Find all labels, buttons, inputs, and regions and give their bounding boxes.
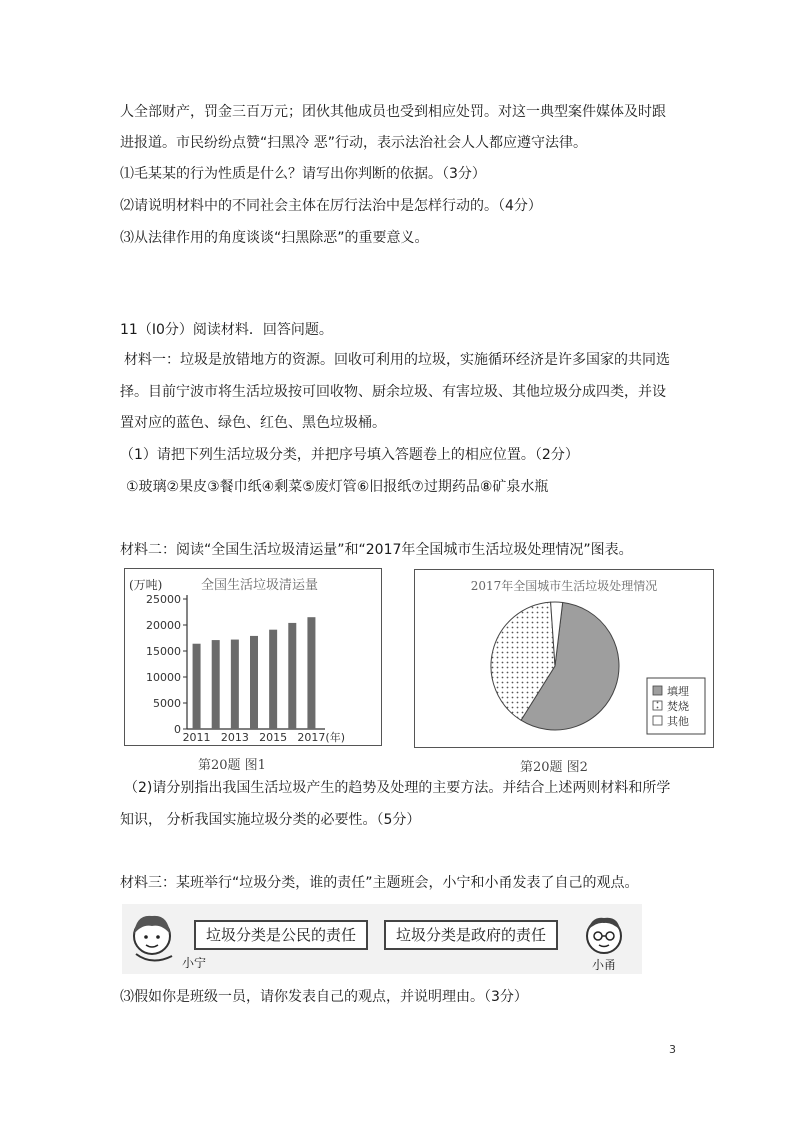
- text-line-1: 人全部财产，罚金三百万元；团伙其他成员也受到相应处罚。对这一典型案件媒体及时跟: [120, 104, 666, 120]
- bar-chart-title: 全国生活垃圾清运量: [201, 578, 319, 593]
- pie-chart-title: 2017年全国城市生活垃圾处理情况: [470, 579, 658, 593]
- pie-legend-swatch-填埋: [653, 686, 662, 695]
- sub-question-1: （1）请把下列生活垃圾分类，并把序号填入答题卷上的相应位置。（2分）: [120, 447, 579, 463]
- figure-2-caption: 第20题 图2: [520, 760, 588, 775]
- bar-2015: [269, 630, 277, 729]
- bar-2013: [231, 640, 239, 729]
- pie-legend-swatch-焚烧: [653, 701, 662, 710]
- question-2: ⑵请说明材料中的不同社会主体在厉行法治中是怎样行动的。（4分）: [120, 198, 542, 214]
- sub-question-3: ⑶假如你是班级一员，请你发表自己的观点，并说明理由。（3分）: [120, 989, 528, 1005]
- garbage-items: ①玻璃②果皮③餐巾纸④剩菜⑤废灯管⑥旧报纸⑦过期药品⑧矿泉水瓶: [126, 479, 549, 495]
- figure-1-caption: 第20题 图1: [198, 758, 266, 773]
- pie-chart-panel: [414, 569, 714, 748]
- pie-legend-label-焚烧: 焚烧: [667, 700, 689, 713]
- bar-chart-y-tick-label: 25000: [146, 593, 181, 606]
- material-1-line-3: 置对应的蓝色、绿色、红色、黑色垃圾桶。: [120, 415, 386, 431]
- bar-chart-ylabel: (万吨): [129, 578, 163, 592]
- bar-chart-y-tick-label: 5000: [153, 697, 181, 710]
- question-1: ⑴毛某某的行为性质是什么？请写出你判断的依据。（3分）: [120, 166, 486, 182]
- bar-chart-y-tick-label: 0: [174, 723, 181, 736]
- text-line-2: 进报道。市民纷纷点赞“扫黑冷 恶”行动，表示法治社会人人都应遵守法律。: [120, 135, 587, 151]
- page-number: 3: [669, 1043, 676, 1056]
- pie-legend-swatch-其他: [653, 716, 662, 725]
- cartoon-panel: [122, 904, 642, 974]
- bar-2016: [288, 623, 296, 729]
- material-1-line-1: 材料一：垃圾是放错地方的资源。回收可利用的垃圾，实施循环经济是许多国家的共同选: [124, 352, 670, 368]
- material-1-line-2: 择。目前宁波市将生活垃圾按可回收物、厨余垃圾、有害垃圾、其他垃圾分成四类，并设: [120, 384, 666, 400]
- pie-legend-label-填埋: 填埋: [667, 685, 689, 698]
- question-3: ⑶从法律作用的角度谈谈“扫黑除恶”的重要意义。: [120, 230, 429, 246]
- pie-legend-label-其他: 其他: [667, 715, 689, 728]
- bar-2012: [212, 640, 220, 729]
- bar-chart-x-tick-label: 2011: [182, 731, 211, 744]
- bar-chart-x-tick-label: 2013: [220, 731, 249, 744]
- bar-2014: [250, 636, 258, 729]
- boy-figure: [587, 918, 621, 953]
- sub-question-2-line-1: （2)请分别指出我国生活垃圾产生的趋势及处理的主要方法。并结合上述两则材料和所学: [124, 780, 671, 796]
- question-11-heading: 11（I0分）阅读材料．回答问题。: [120, 322, 333, 338]
- bar-chart-y-tick-label: 10000: [146, 671, 181, 684]
- bar-chart-x-tick-label: 2015: [259, 731, 288, 744]
- bar-chart: [125, 569, 381, 745]
- bar-chart-xlabel: (年): [325, 731, 346, 744]
- left-speaker-name: 小宁: [182, 956, 207, 970]
- sub-question-2-line-2: 知识， 分析我国实施垃圾分类的必要性。（5分）: [120, 812, 421, 828]
- right-speaker-name: 小甬: [592, 958, 617, 972]
- bar-chart-y-tick-label: 15000: [146, 645, 181, 658]
- material-3-heading: 材料三：某班举行“垃圾分类，谁的责任”主题班会，小宁和小甬发表了自己的观点。: [120, 875, 639, 891]
- bar-chart-y-tick-label: 20000: [146, 619, 181, 632]
- bar-chart-x-tick-label: 2017: [297, 731, 326, 744]
- right-speech-bubble: 垃圾分类是政府的责任: [384, 920, 558, 950]
- bar-2017: [307, 617, 315, 729]
- left-speech-bubble: 垃圾分类是公民的责任: [194, 920, 368, 950]
- bar-2011: [193, 644, 201, 729]
- pie-chart: [415, 570, 713, 747]
- girl-figure: [134, 916, 172, 961]
- material-2-heading: 材料二：阅读“全国生活垃圾清运量”和“2017年全国城市生活垃圾处理情况”图表。: [120, 542, 633, 558]
- bar-chart-panel: [124, 568, 382, 746]
